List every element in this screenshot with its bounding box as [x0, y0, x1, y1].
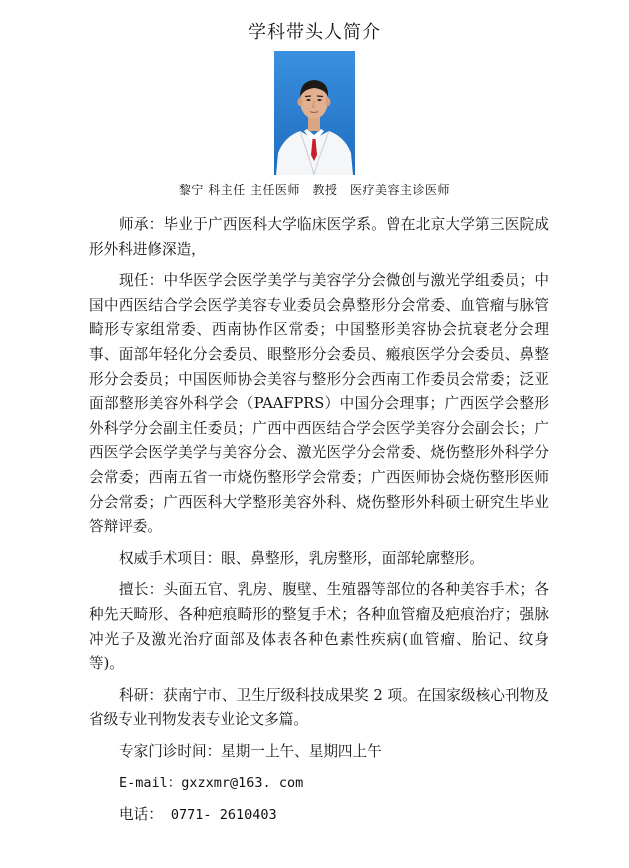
- doctor-caption: 黎宁 科主任 主任医师 教授 医疗美容主诊医师: [178, 183, 451, 197]
- portrait-illustration: [274, 51, 355, 175]
- surgery-paragraph: [89, 547, 549, 572]
- email-address[interactable]: gxzxmr@163. com: [181, 775, 304, 792]
- mentor-text: 毕业于广西医科大学临床医学系。曾在北京大学第三医院成形外科进修深造，: [89, 216, 549, 258]
- email-label: E-mail：: [119, 775, 182, 792]
- position-text: 中华医学会医学美学与美容学分会微创与激光学组委员；中国中西医结合学会医学美容专业委员会鼻整形分会常委、血管瘤与脉管畸形专家组常委、西南协作区常委；中国整形美容协会抗衰老分会理事、面部年轻化分会委员、眼整形分会委员、瘢痕医学分会委员、鼻整形分会委员；中国医师协会美容与整形分会西南工作委员会常委；泛亚面部整形美容外科学会（PAAFPRS）中国分会理事；广西医学会整形外科学分会副主任委员；广西中西医结合学会医学美容分会副会长；广西医学会医学美学与美容分会、激光医学分会常委、烧伤整形外科学分会常委；西南五省一市烧伤整形学会常委；广西医师协会烧伤整形医师分会常委；广西医科大学整形美容外科、烧伤整形外科硕士研究生毕业答辩评委。: [89, 272, 549, 536]
- phone-label: 电话：: [119, 806, 163, 824]
- clinic-hours-label: 专家门诊时间：: [119, 742, 222, 760]
- surgery-label: 权威手术项目：: [119, 549, 222, 567]
- phone-line: [89, 803, 549, 828]
- clinic-hours-text: 星期一上午、星期四上午: [221, 742, 382, 760]
- mentor-paragraph: [89, 213, 549, 262]
- specialty-label: 擅长：: [119, 581, 164, 599]
- position-paragraph: [89, 269, 549, 540]
- research-text: 获南宁市、卫生厅级科技成果奖 2 项。在国家级核心刊物及省级专业刊物发表专业论文多篇。: [89, 686, 549, 729]
- bio-body: [89, 213, 549, 828]
- position-label: 现任：: [119, 272, 164, 290]
- research-label: 科研：: [119, 686, 164, 704]
- phone-number: 0771- 2610403: [162, 807, 277, 824]
- specialty-text: 头面五官、乳房、腹壁、生殖器等部位的各种美容手术；各种先天畸形、各种疤痕畸形的整复手术；各种血管瘤及疤痕治疗；强脉冲光子及激光治疗面部及体表各种色素性疾病(血管瘤、胎记、纹身等)。: [89, 581, 549, 673]
- surgery-text: 眼、鼻整形，乳房整形，面部轮廓整形。: [221, 549, 484, 567]
- clinic-hours-line: [89, 740, 549, 765]
- specialty-paragraph: [89, 578, 549, 676]
- doctor-portrait-photo: [274, 51, 355, 175]
- email-line: [89, 771, 549, 796]
- research-paragraph: [89, 684, 549, 733]
- mentor-label: 师承：: [119, 216, 164, 233]
- page-title: 学科带头人简介: [248, 22, 381, 43]
